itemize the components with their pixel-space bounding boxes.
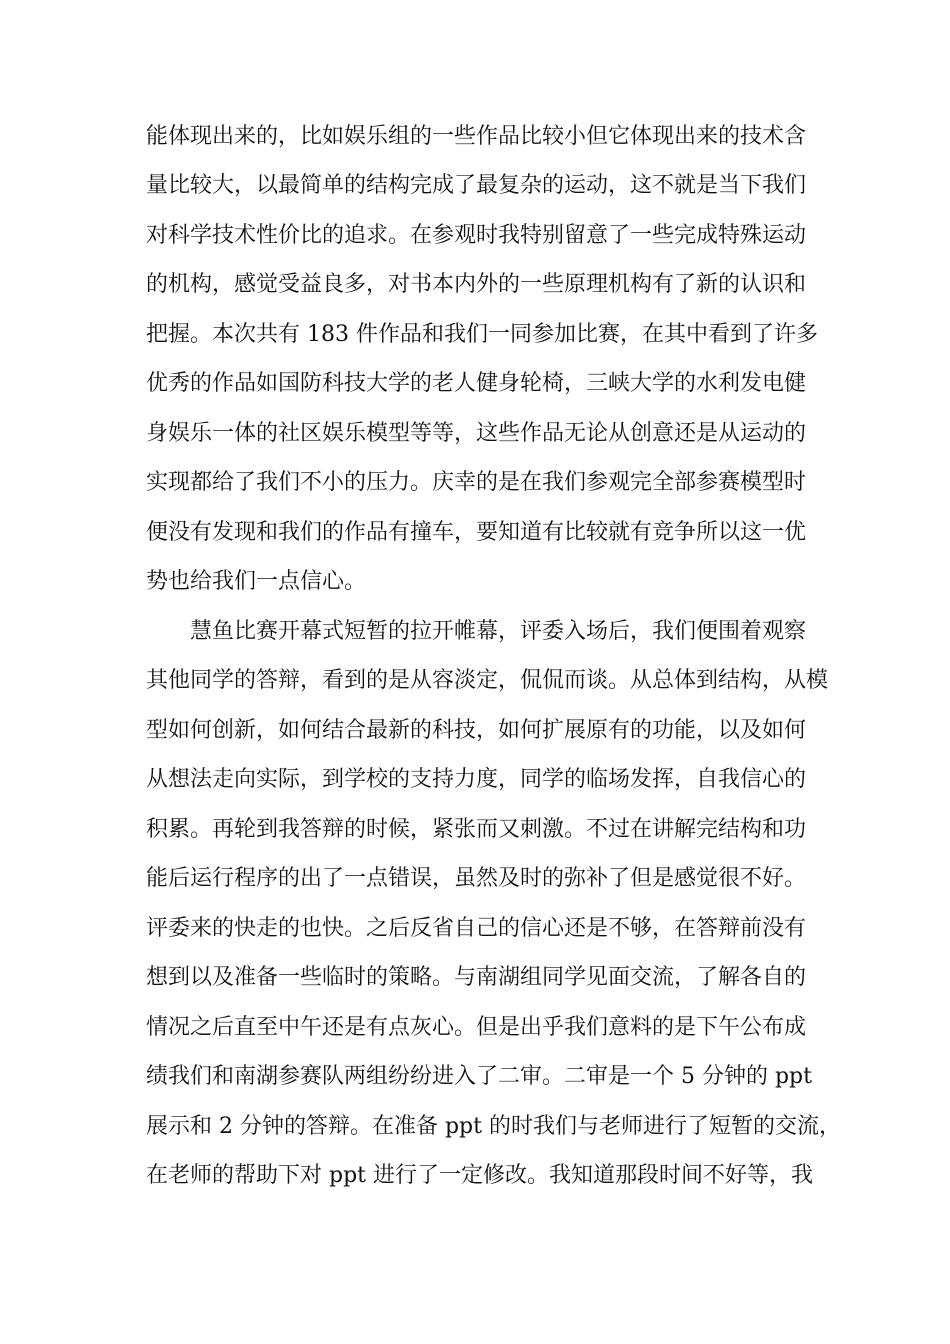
paragraph-2-line-12: 在老师的帮助下对 ppt 进行了一定修改。我知道那段时间不好等，我 [146, 1163, 813, 1188]
paragraph-2-line-1: 慧鱼比赛开幕式短暂的拉开帷幕，评委入场后，我们便围着观察 [190, 619, 807, 644]
paragraph-1-line-3: 对科学技术性价比的追求。在参观时我特别留意了一些完成特殊运动 [146, 223, 807, 248]
paragraph-1-line-6: 优秀的作品如国防科技大学的老人健身轮椅，三峡大学的水利发电健 [146, 371, 807, 396]
paragraph-2-line-6: 能后运行程序的出了一点错误，虽然及时的弥补了但是感觉很不好。 [146, 866, 807, 891]
paragraph-1-line-5: 把握。本次共有 183 件作品和我们一同参加比赛，在其中看到了许多 [146, 322, 818, 347]
paragraph-2-line-9: 情况之后直至中午还是有点灰心。但是出乎我们意料的是下午公布成 [146, 1015, 807, 1040]
paragraph-2-line-5: 积累。再轮到我答辩的时候，紧张而又刺激。不过在讲解完结构和功 [146, 817, 807, 842]
paragraph-2-line-3: 型如何创新，如何结合最新的科技，如何扩展原有的功能，以及如何 [146, 718, 807, 743]
paragraph-1-line-1: 能体现出来的，比如娱乐组的一些作品比较小但它体现出来的技术含 [146, 124, 807, 149]
paragraph-2-line-2: 其他同学的答辩，看到的是从容淡定，侃侃而谈。从总体到结构，从模 [146, 668, 829, 693]
paragraph-2-line-4: 从想法走向实际，到学校的支持力度，同学的临场发挥，自我信心的 [146, 767, 807, 792]
paragraph-2-line-11: 展示和 2 分钟的答辩。在准备 ppt 的时我们与老师进行了短暂的交流， [146, 1114, 841, 1139]
paragraph-1-line-9: 便没有发现和我们的作品有撞车，要知道有比较就有竞争所以这一优 [146, 520, 807, 545]
paragraph-2-line-8: 想到以及准备一些临时的策略。与南湖组同学见面交流，了解各自的 [146, 965, 807, 990]
paragraph-1-line-8: 实现都给了我们不小的压力。庆幸的是在我们参观完全部参赛模型时 [146, 470, 807, 495]
paragraph-1-line-2: 量比较大，以最简单的结构完成了最复杂的运动，这不就是当下我们 [146, 173, 807, 198]
paragraph-2-line-7: 评委来的快走的也快。之后反省自己的信心还是不够，在答辩前没有 [146, 916, 807, 941]
paragraph-2-line-10: 绩我们和南湖参赛队两组纷纷进入了二审。二审是一个 5 分钟的 ppt [146, 1064, 812, 1089]
paragraph-1-line-4: 的机构，感觉受益良多，对书本内外的一些原理机构有了新的认识和 [146, 272, 807, 297]
paragraph-1-line-7: 身娱乐一体的社区娱乐模型等等，这些作品无论从创意还是从运动的 [146, 421, 807, 446]
paragraph-1-line-10: 势也给我们一点信心。 [146, 569, 367, 594]
